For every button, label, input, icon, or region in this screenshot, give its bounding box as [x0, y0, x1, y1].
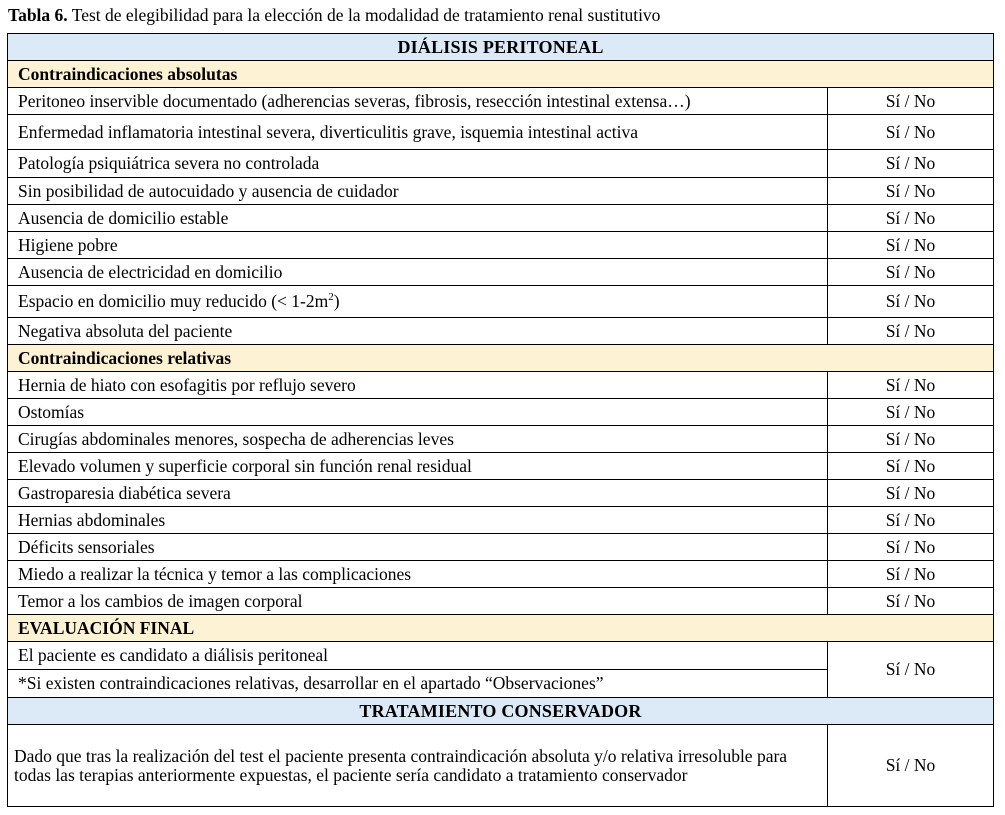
answer-cell: Sí / No	[828, 318, 994, 345]
criterion-text: Peritoneo inservible documentado (adherencias severas, fibrosis, resección intestinal extensa…)	[8, 88, 828, 115]
answer-cell: Sí / No	[828, 205, 994, 232]
criterion-text: Enfermedad inflamatoria intestinal severa, diverticulitis grave, isquemia intestinal activa	[8, 115, 828, 150]
criterion-text: Higiene pobre	[8, 232, 828, 259]
criterion-text: Ausencia de domicilio estable	[8, 205, 828, 232]
table-row	[8, 534, 994, 561]
criterion-text: Miedo a realizar la técnica y temor a las complicaciones	[8, 561, 828, 588]
answer-cell: Sí / No	[828, 725, 994, 807]
caption-label: Tabla 6.	[8, 5, 68, 25]
answer-cell: Sí / No	[828, 642, 994, 698]
answer-cell: Sí / No	[828, 507, 994, 534]
criterion-text: Gastroparesia diabética severa	[8, 480, 828, 507]
table-row	[8, 115, 994, 150]
answer-cell: Sí / No	[828, 88, 994, 115]
answer-cell: Sí / No	[828, 480, 994, 507]
table-row	[8, 507, 994, 534]
conservative-text: Dado que tras la realización del test el paciente presenta contraindicación absoluta y/o relativa irresoluble para todas las terapias anteriormente expuestas, el paciente sería candidato a tratamiento conservador	[8, 725, 828, 807]
table-row	[8, 318, 994, 345]
criterion-text: Elevado volumen y superficie corporal sin función renal residual	[8, 453, 828, 480]
table-row	[8, 88, 994, 115]
answer-cell: Sí / No	[828, 115, 994, 150]
eligibility-table	[7, 33, 994, 807]
answer-cell: Sí / No	[828, 178, 994, 205]
answer-cell: Sí / No	[828, 399, 994, 426]
criterion-text: Déficits sensoriales	[8, 534, 828, 561]
table-row	[8, 259, 994, 286]
answer-cell: Sí / No	[828, 286, 994, 318]
table-row	[8, 588, 994, 615]
subheading-evaluacion-final: EVALUACIÓN FINAL	[8, 615, 994, 642]
criterion-text: Sin posibilidad de autocuidado y ausencia de cuidador	[8, 178, 828, 205]
section-tratamiento-conservador: TRATAMIENTO CONSERVADOR	[8, 698, 994, 725]
criterion-text	[8, 286, 828, 318]
answer-cell: Sí / No	[828, 426, 994, 453]
table-row	[8, 232, 994, 259]
table-row	[8, 561, 994, 588]
criterion-text: Temor a los cambios de imagen corporal	[8, 588, 828, 615]
subheading-relativas: Contraindicaciones relativas	[8, 345, 994, 372]
table-row	[8, 286, 994, 318]
answer-cell: Sí / No	[828, 588, 994, 615]
evaluation-statement: El paciente es candidato a diálisis peritoneal	[8, 642, 828, 670]
criterion-text: Ausencia de electricidad en domicilio	[8, 259, 828, 286]
criterion-text-main: Espacio en domicilio muy reducido (< 1-2m	[18, 291, 329, 312]
table-row	[8, 725, 994, 807]
answer-cell: Sí / No	[828, 561, 994, 588]
table-row	[8, 426, 994, 453]
criterion-text: Ostomías	[8, 399, 828, 426]
criterion-text-end: )	[333, 291, 340, 312]
answer-cell: Sí / No	[828, 259, 994, 286]
table-row	[8, 372, 994, 399]
section-dialisis-peritoneal: DIÁLISIS PERITONEAL	[8, 34, 994, 61]
table-caption	[8, 5, 660, 26]
table-row	[8, 399, 994, 426]
answer-cell: Sí / No	[828, 372, 994, 399]
criterion-text: Patología psiquiátrica severa no controlada	[8, 150, 828, 178]
caption-text: Test de elegibilidad para la elección de la modalidad de tratamiento renal sustitutivo	[67, 5, 661, 25]
table-row	[8, 178, 994, 205]
subheading-absolutas: Contraindicaciones absolutas	[8, 61, 994, 88]
table-row	[8, 205, 994, 232]
table-row	[8, 453, 994, 480]
answer-cell: Sí / No	[828, 232, 994, 259]
criterion-text: Cirugías abdominales menores, sospecha de adherencias leves	[8, 426, 828, 453]
evaluation-note: *Si existen contraindicaciones relativas, desarrollar en el apartado “Observaciones”	[8, 670, 828, 698]
table-row	[8, 642, 994, 670]
criterion-text-superscript: 2	[328, 291, 334, 304]
answer-cell: Sí / No	[828, 453, 994, 480]
criterion-text: Hernias abdominales	[8, 507, 828, 534]
answer-cell: Sí / No	[828, 150, 994, 178]
criterion-text: Hernia de hiato con esofagitis por reflujo severo	[8, 372, 828, 399]
criterion-text: Negativa absoluta del paciente	[8, 318, 828, 345]
table-row	[8, 150, 994, 178]
answer-cell: Sí / No	[828, 534, 994, 561]
table-row	[8, 480, 994, 507]
